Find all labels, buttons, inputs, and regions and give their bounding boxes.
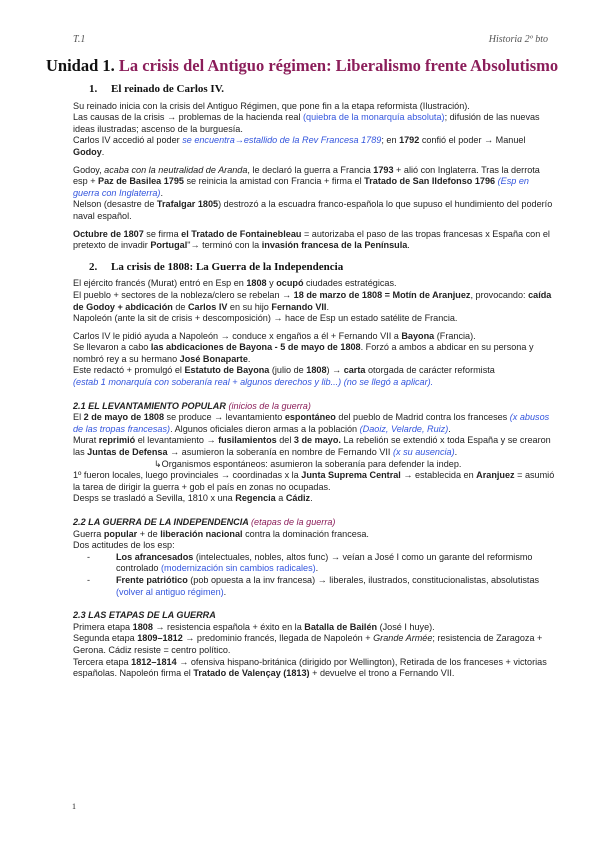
title-prefix: Unidad 1. (46, 56, 115, 75)
document-body (73, 84, 556, 680)
section-1-paragraph-2: Godoy, acaba con la neutralidad de Aranda, le declaró la guerra a Francia 1793 + alió con Inglaterra. Tras la derrota esp + Paz de Basilea 1795 se reinicia la amistad con Francia + firma el Tratado de San Ildefonso 1796 (Esp en guerra con Inglaterra). (73, 164, 540, 198)
page-title (46, 56, 570, 76)
subsection-2-1-paragraph: El 2 de mayo de 1808 se produce → levantamiento espontáneo del pueblo de Madrid contra los franceses (x abusos de las tropas francesas). Algunos oficiales dieron armas a la población (Daoiz, Velarde, Ruiz). Murat reprimió el levantamiento → fusilamientos del 3 de mayo. La rebelión se extendió x toda España y se crearon las Juntas de Defensa → asumieron la soberanía en nombre de Fernando VII (x su ausencia). (73, 412, 551, 458)
page-number: 1 (72, 802, 76, 811)
subsection-2-2-heading: 2.2 LA GUERRA DE LA INDEPENDENCIA (etapas de la guerra) (73, 517, 336, 527)
subsection-2-3-heading: 2.3 LAS ETAPAS DE LA GUERRA (73, 610, 216, 621)
section-1-heading: 1. El reinado de Carlos IV. (89, 83, 224, 95)
section-2-paragraph-2: Carlos IV le pidió ayuda a Napoleón → conduce x engaños a él + Fernando VII a Bayona (Francia). Se llevaron a cabo las abdicaciones de Bayona - 5 de mayo de 1808. Forzó a ambos a abdicar en su persona y nombró rey a su hermano José Bonaparte. Este redactó + promulgó el Estatuto de Bayona (julio de 1808) → carta otorgada de carácter reformista (estab 1 monarquía con soberanía real + algunos derechos y lib...) (no se llegó a aplicar). (73, 330, 534, 388)
subsection-2-1-heading: 2.1 EL LEVANTAMIENTO POPULAR (inicios de la guerra) (73, 400, 311, 411)
section-1-paragraph-4: Octubre de 1807 se firma el Tratado de Fontainebleau = autorizaba el paso de las tropas francesas x España con el pretexto de invadir Portugal"→ terminó con la invasión francesa de la Península. (73, 228, 550, 251)
title-main: La crisis del Antiguo régimen: Liberalismo frente Absolutismo (118, 56, 559, 75)
section-2-paragraph-1: El ejército francés (Murat) entró en Esp en 1808 y ocupó ciudades estratégicas. El pueblo + sectores de la nobleza/clero se rebelan → 18 de marzo de 1808 = Motín de Aranjuez, provocando: caída de Godoy + abdicación de Carlos IV en su hijo Fernando VII. Napoleón (ante la sit de crisis + descomposición) → hace de Esp un estado satélite de Francia. (73, 278, 552, 324)
subsection-2-1-note: ↳Organismos espontáneos: asumieron la soberanía para defender la indep. (154, 458, 462, 469)
subsection-2-3-paragraph: Primera etapa 1808 → resistencia española + éxito en la Batalla de Bailén (José I huye). Segunda etapa 1809–1812 → predominio francés, llegada de Napoleón + Grande Armée; resistencia de Zaragoza + Gerona. Cádiz resiste = centro político. Tercera etapa 1812–1814 → ofensiva hispano-británica (dirigido por Wellington), Retirada de los franceses + victorias españolas. Napoleón firma el Tratado de Valençay (1813) + devuelve el trono a Fernando VII. (73, 621, 547, 679)
list-item: - Frente patriótico (pob opuesta a la inv francesa) → liberales, ilustrados, constitucionalistas, absolutistas (volver al antiguo régimen). (87, 574, 540, 597)
list-item: - Los afrancesados (intelectuales, nobles, altos func) → veían a José I como un garante del reformismo controlado (modernización sin cambios radicales). (87, 551, 533, 574)
section-1-paragraph-1: Su reinado inicia con la crisis del Antiguo Régimen, que pone fin a la etapa reformista (Ilustración). Las causas de la crisis → problemas de la hacienda real (quiebra de la monarquía absoluta); difusión de las nuevas ideas ilustradas; ascenso de la burguesía. Carlos IV accedió al poder se encuentra→estallido de la Rev Francesa 1789; en 1792 confió el poder → Manuel Godoy. (73, 100, 540, 157)
section-1-paragraph-3: Nelson (desastre de Trafalgar 1805) destrozó a la escuadra franco-española lo que supuso el hundimiento del poderío naval español. (73, 199, 553, 221)
subsection-2-1-paragraph-2: 1º fueron locales, luego provinciales → coordinadas x la Junta Suprema Central → establecida en Aranjuez = asumió la tarea de dirigir la guerra + gob el país en zonas no ocupadas. Desps se trasladó a Sevilla, 1810 x una Regencia a Cádiz. (73, 470, 555, 504)
section-2-heading: 2. La crisis de 1808: La Guerra de la Independencia (89, 260, 344, 273)
header-right: Historia 2º bto (488, 34, 548, 45)
subsection-2-2-paragraph: Guerra popular + de liberación nacional contra la dominación francesa. Dos actitudes de los esp: (73, 528, 369, 551)
header-left: T.1 (73, 34, 86, 45)
